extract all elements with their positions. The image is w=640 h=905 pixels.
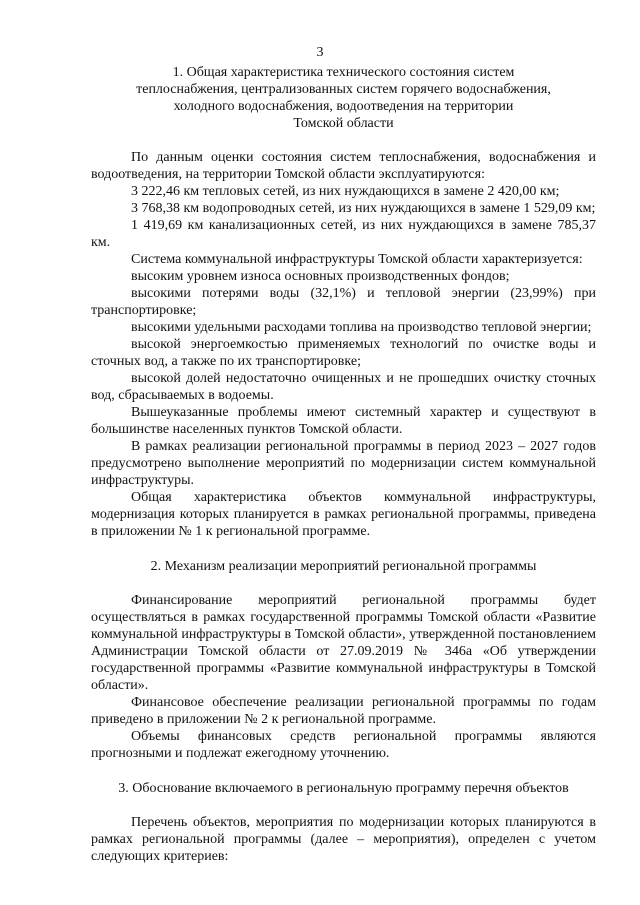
heading-line: холодного водоснабжения, водоотведения на территории <box>173 99 514 114</box>
heading-line: Томской области <box>293 116 394 131</box>
paragraph: высокой энергоемкостью применяемых технологий по очистке воды и сточных вод, а также по их транспортировке; <box>91 337 596 369</box>
paragraph: В рамках реализации региональной программы в период 2023 – 2027 годов предусмотрено выполнение мероприятий по модернизации систем коммунальной инфраструктуры. <box>91 439 596 488</box>
paragraph: Объемы финансовых средств региональной программы являются прогнозными и подлежат ежегодному уточнению. <box>91 729 596 761</box>
section-3-heading: 3. Обоснование включаемого в региональную программу перечня объектов <box>118 781 569 796</box>
paragraph: Общая характеристика объектов коммунальной инфраструктуры, модернизация которых планируется в рамках региональной программы, приведена в приложении № 1 к региональной программе. <box>91 490 596 539</box>
paragraph: высокой долей недостаточно очищенных и не прошедших очистку сточных вод, сбрасываемых в водоемы. <box>91 371 596 403</box>
paragraph: 3 222,46 км тепловых сетей, из них нуждающихся в замене 2 420,00 км; <box>131 184 560 199</box>
paragraph: Финансовое обеспечение реализации региональной программы по годам приведено в приложении № 2 к региональной программе. <box>91 695 596 727</box>
paragraph: высоким уровнем износа основных производственных фондов; <box>131 269 510 284</box>
page-content <box>91 64 596 865</box>
heading-line: теплоснабжения, централизованных систем горячего водоснабжения, <box>136 82 551 97</box>
section-2-body <box>91 592 596 762</box>
paragraph: высокими удельными расходами топлива на производство тепловой энергии; <box>131 320 592 335</box>
paragraph: высокими потерями воды (32,1%) и тепловой энергии (23,99%) при транспортировке; <box>91 286 596 318</box>
section-3-body <box>91 814 596 865</box>
paragraph: По данным оценки состояния систем теплоснабжения, водоснабжения и водоотведения, на территории Томской области эксплуатируются: <box>91 150 596 182</box>
heading-line: 1. Общая характеристика технического состояния систем <box>172 65 515 80</box>
paragraph: 1 419,69 км канализационных сетей, из них нуждающихся в замене 785,37 км. <box>91 218 596 250</box>
paragraph: Система коммунальной инфраструктуры Томской области характеризуется: <box>131 252 583 267</box>
paragraph: Вышеуказанные проблемы имеют системный характер и существуют в большинстве населенных пунктов Томской области. <box>91 405 596 437</box>
section-1-heading <box>91 64 596 132</box>
section-2-heading: 2. Механизм реализации мероприятий региональной программы <box>150 559 537 574</box>
paragraph: 3 768,38 км водопроводных сетей, из них нуждающихся в замене 1 529,09 км; <box>131 201 596 216</box>
paragraph: Финансирование мероприятий региональной программы будет осуществляться в рамках государственной программы Томской области «Развитие коммунальной инфраструктуры в Томской области», утвержденной постановлением Администрации Томской области от 27.09.2019 № 346а «Об утверждении государственной программы «Развитие коммунальной инфраструктуры в Томской области». <box>91 593 596 693</box>
paragraph: Перечень объектов, мероприятия по модернизации которых планируются в рамках региональной программы (далее – мероприятия), определен с учетом следующих критериев: <box>91 815 596 864</box>
page-number: 3 <box>316 45 324 60</box>
section-1-body <box>91 149 596 540</box>
